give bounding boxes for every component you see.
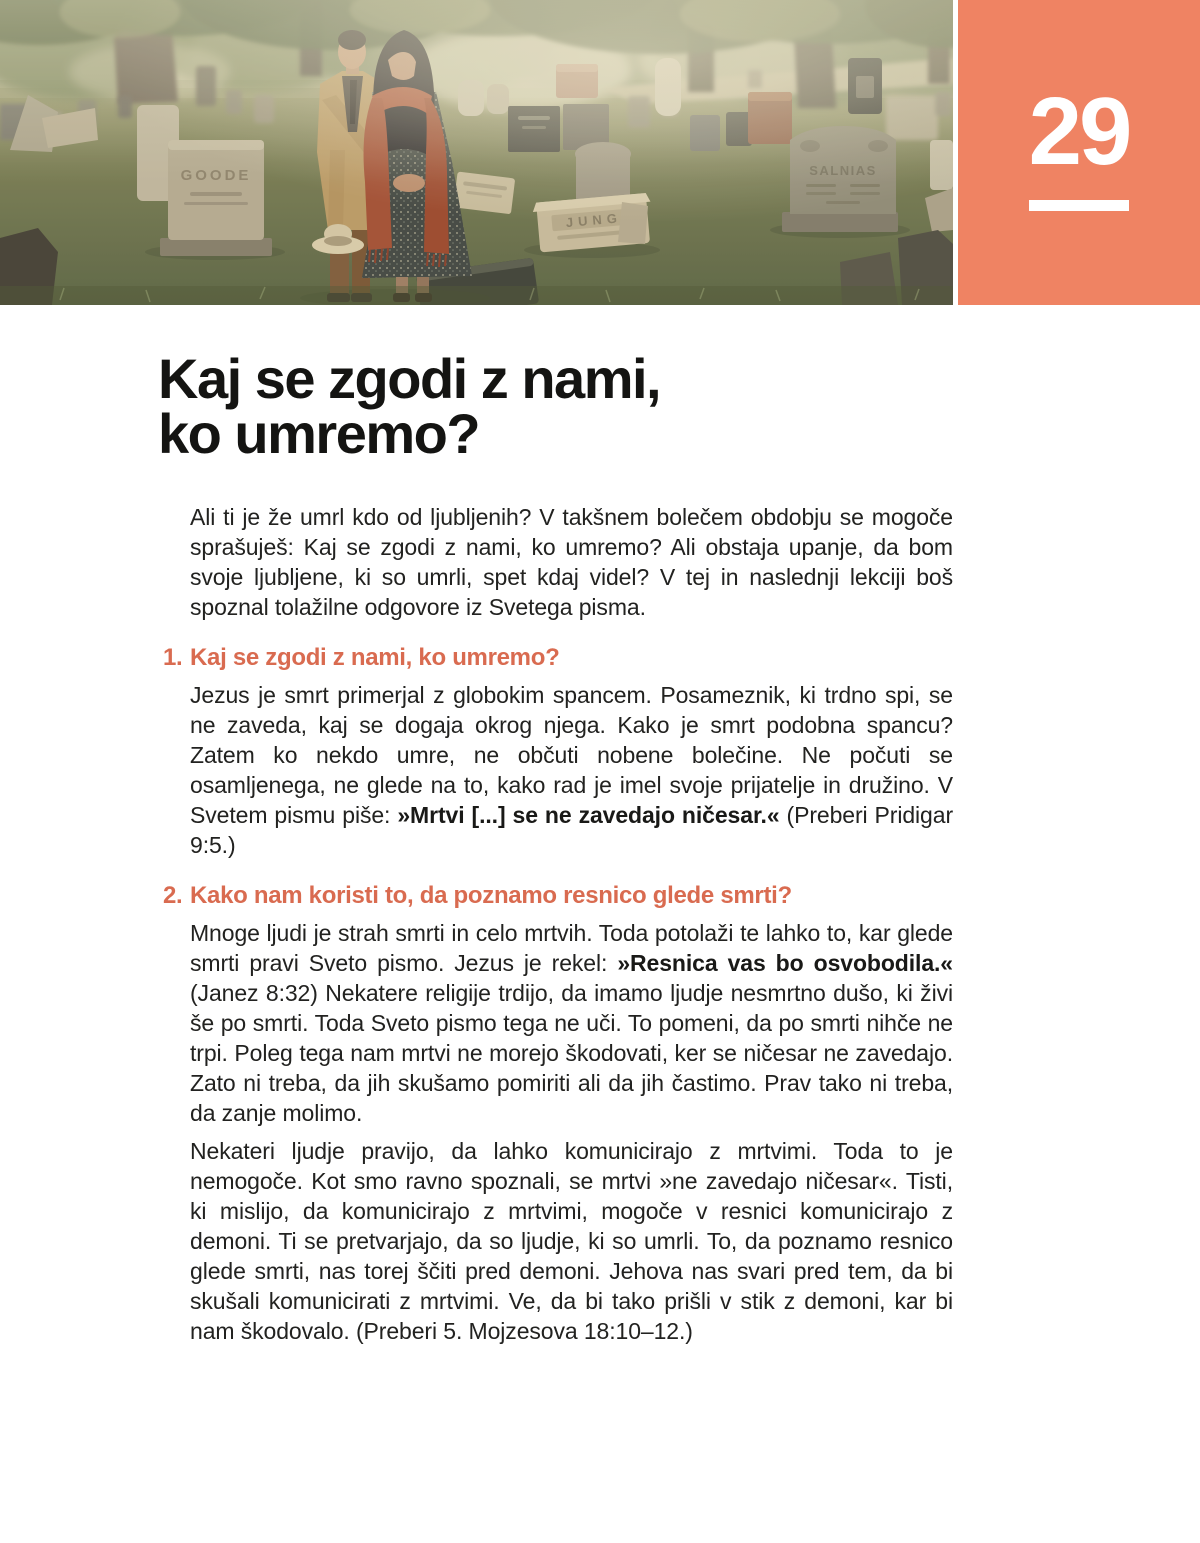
page-title-line-2: ko umremo? [158,402,480,465]
question-heading [163,644,953,672]
body-column [163,502,954,1346]
body-paragraph [190,1136,953,1346]
question-number: 1. [163,644,183,671]
chapter-number-underline [1029,200,1129,211]
question-heading [163,882,953,910]
paragraph-text: Nekateri ljudje pravijo, da lahko komunicirajo z mrtvimi. Toda to je nemogoče. Kot smo ravno spoznali, se mrtvi »ne zavedajo ničesar«. Tisti, ki mislijo, da komunicirajo z mrtvimi, mogoče v resnici komunicirajo z demoni. Ti se pretvarjajo, da so ljudje, ki so umrli. To, da poznamo resnico glede smrti, nas torej ščiti pred demoni. Jehova nas svari pred tem, da bi skušali komunicirati z mrtvimi. Ve, da bi tako prišli v stik z demoni, kar bi nam škodovalo. (Preberi 5. Mojzesova 18:10–12.) [190,1138,953,1344]
paragraph-text: (Preberi Pridigar 9:5.) [190,802,953,858]
cemetery-photo [0,0,953,305]
question-text: Kako nam koristi to, da poznamo resnico glede smrti? [190,882,792,909]
scripture-quote-bold: »Resnica vas bo osvobodila.« [617,950,954,976]
paragraph-text: Mnoge ljudi je strah smrti in celo mrtvih. Toda potolaži te lahko to, kar glede smrti pravi Sveto pismo. Jezus je rekel: [190,920,953,976]
page-title [158,347,953,465]
question-sections [163,644,954,1346]
scripture-quote-bold: »Mrtvi [...] se ne zavedajo ničesar.« [397,802,780,828]
intro-paragraph: Ali ti je že umrl kdo od ljubljenih? V takšnem bolečem obdobju se mogoče sprašuješ: Kaj se zgodi z nami, ko umremo? Ali obstaja upanje, da bom svoje ljubljene, ki so umrli, spet kdaj videl? V tej in naslednji lekciji boš spoznal tolažilne odgovore iz Svetega pisma. [190,504,953,620]
cemetery-photo-illustration [0,0,953,305]
lesson-content [0,305,953,1346]
body-paragraph [190,680,953,860]
page-title-line-1: Kaj se zgodi z nami, [158,347,661,410]
body-paragraph [190,918,953,1128]
chapter-number: 29 [1028,78,1130,185]
paragraph-text: Jezus je smrt primerjal z globokim spancem. Posameznik, ki trdno spi, se ne zaveda, kaj se dogaja okrog njega. Kako je smrt podobna spancu? Zatem ko nekdo umre, ne občuti nobene bolečine. Ne počuti se osamljenega, ne glede na to, kako rad je imel svoje prijatelje in družino. V Svetem pismu piše: [190,682,953,828]
chapter-number-badge [958,0,1200,305]
question-text: Kaj se zgodi z nami, ko umremo? [190,644,560,671]
question-number: 2. [163,882,183,909]
paragraph-text: (Janez 8:32) Nekatere religije trdijo, da imamo ljudje nesmrtno dušo, ki živi še po smrti. Toda Sveto pismo tega ne uči. To pomeni, da po smrti nihče ne trpi. Poleg tega nam mrtvi ne morejo škodovati, ker se ničesar ne zavedajo. Zato ni treba, da jih skušamo pomiriti ali da jih častimo. Prav tako ni treba, da zanje molimo. [190,980,953,1126]
